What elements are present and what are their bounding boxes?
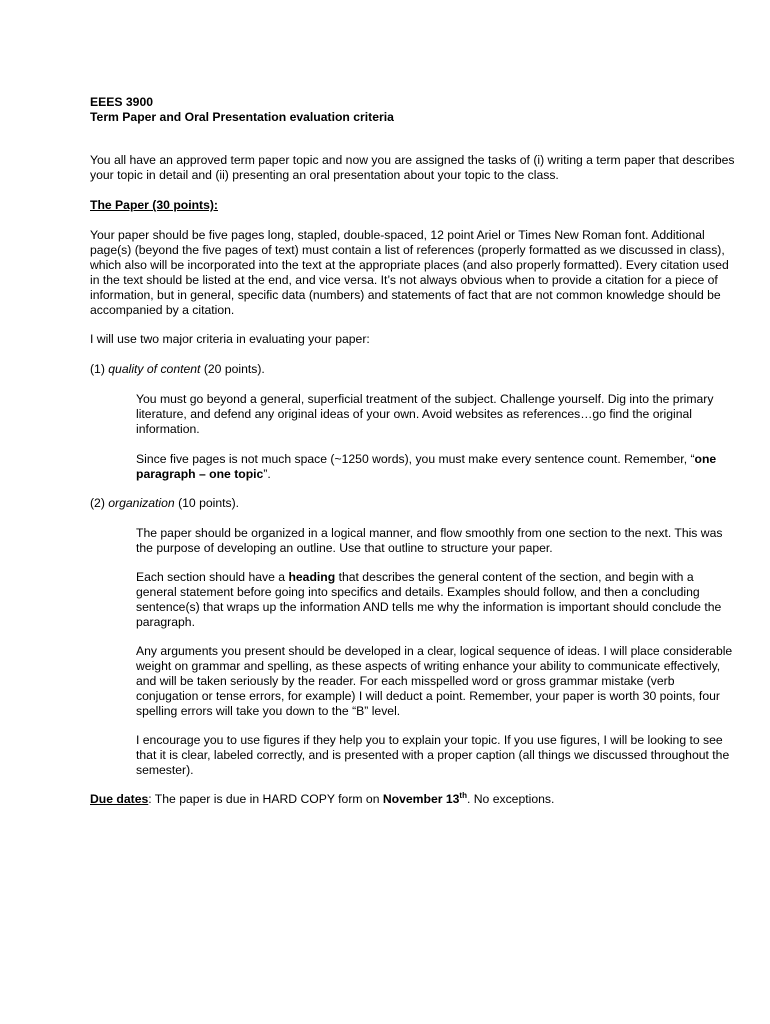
heading-keyword: heading	[288, 570, 336, 584]
due-dates-text: : The paper is due in HARD COPY form on	[148, 792, 383, 806]
criterion-2-heading	[90, 496, 735, 511]
criterion-1-heading	[90, 362, 735, 377]
criterion-1-points: (20 points).	[200, 362, 265, 376]
document-header	[90, 95, 735, 125]
criterion-1-paragraph-1: You must go beyond a general, superficial treatment of the subject. Challenge yourself. Dig into the primary literature, and defend any original ideas of your own. Avoid websites as references…go find the original information.	[136, 392, 714, 436]
due-dates-end: . No exceptions.	[466, 792, 555, 806]
due-date	[383, 792, 467, 806]
criterion-2-name: organization	[108, 496, 175, 510]
one-paragraph-one-topic: one paragraph – one topic	[136, 452, 717, 481]
criteria-intro: I will use two major criteria in evaluating your paper:	[90, 332, 370, 346]
due-date-suffix: th	[459, 790, 467, 800]
criterion-2-p2-end: that describes the general content of the section, and begin with a general statement before going into specifics and details. Examples should follow, and then a concluding sentence(s) that wraps up the information AND tells me why the information is important should conclude the paragraph.	[136, 570, 722, 629]
criterion-1-p2-end: ”.	[263, 467, 271, 481]
paper-heading: The Paper (30 points):	[90, 198, 218, 212]
due-date-value: November 13	[382, 792, 460, 806]
intro-paragraph: You all have an approved term paper topic and now you are assigned the tasks of (i) writing a term paper that describes your topic in detail and (ii) presenting an oral presentation about your topic to the class.	[90, 153, 735, 182]
criterion-2-points: (10 points).	[174, 496, 240, 510]
criterion-2-paragraph-2	[136, 570, 736, 630]
document-title: Term Paper and Oral Presentation evaluation criteria	[90, 110, 394, 124]
criterion-1-name: quality of content	[108, 362, 201, 376]
due-dates	[90, 792, 735, 807]
criterion-2-paragraph-3: Any arguments you present should be developed in a clear, logical sequence of ideas. I will place considerable weight on grammar and spelling, as these aspects of writing enhance your ability to communicate effectively, and will be taken seriously by the reader. For each misspelled word or gross grammar mistake (verb conjugation or tense errors, for example) I will deduct a point. Remember, your paper is worth 30 points, four spelling errors will take you down to the “B” level.	[136, 644, 733, 718]
criterion-2-p2-text: Each section should have a	[136, 570, 289, 584]
criterion-1-number: (1)	[90, 362, 109, 376]
due-dates-label: Due dates	[90, 792, 149, 806]
criterion-1-p2-text: Since five pages is not much space (~1250 words), you must make every sentence count. Remember, “	[136, 452, 695, 466]
criterion-1-paragraph-2	[136, 452, 736, 482]
criterion-2-number: (2)	[90, 496, 109, 510]
course-code: EEES 3900	[90, 95, 154, 109]
criterion-2-paragraph-4: I encourage you to use figures if they help you to explain your topic. If you use figures, I will be looking to see that it is clear, labeled correctly, and is presented with a proper caption (all things we discussed throughout the semester).	[136, 733, 730, 777]
criterion-2-paragraph-1: The paper should be organized in a logical manner, and flow smoothly from one section to the next. This was the purpose of developing an outline. Use that outline to structure your paper.	[136, 526, 723, 555]
paper-requirements-paragraph: Your paper should be five pages long, stapled, double-spaced, 12 point Ariel or Times New Roman font. Additional page(s) (beyond the five pages of text) must contain a list of references (properly formatted as we discussed in class), which also will be incorporated into the text at the appropriate places (and also properly formatted). Every citation used in the text should be listed at the end, and vice versa. It’s not always obvious when to provide a citation for a piece of information, but in general, specific data (numbers) and statements of fact that are not common knowledge should be accompanied by a citation.	[90, 228, 729, 317]
